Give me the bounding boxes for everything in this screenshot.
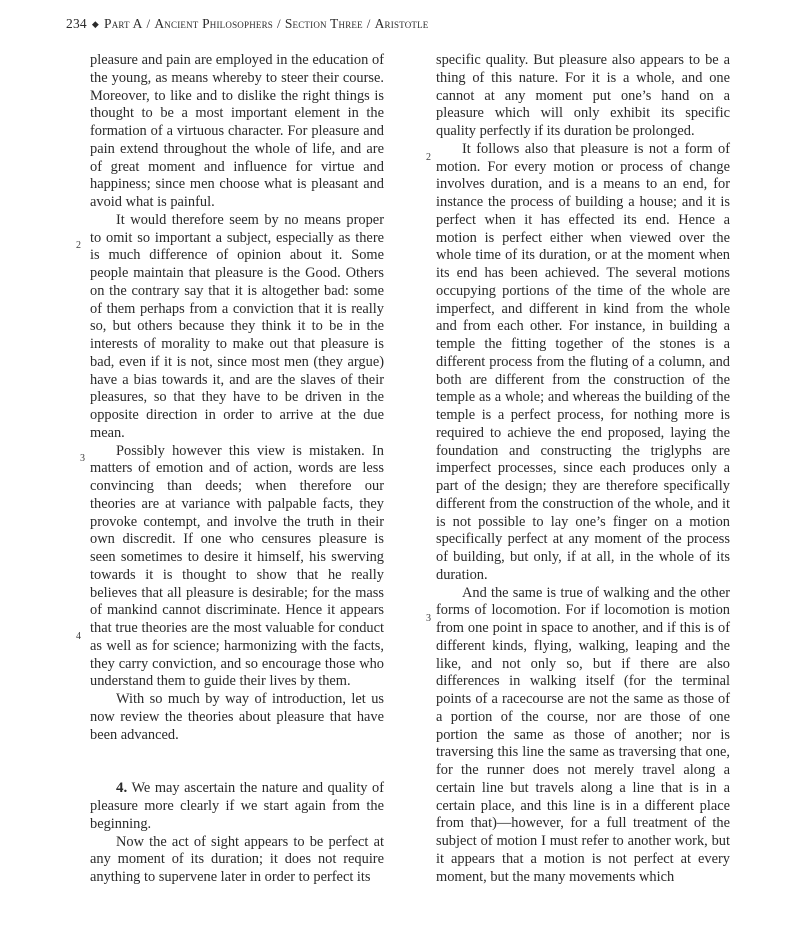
paragraph: Now the act of sight appears to be perfect at any moment of its duration; it does not require anything to supervene later in order to perfect its (90, 833, 384, 885)
page-number: 234 (66, 16, 87, 31)
header-section: Section Three (284, 16, 363, 31)
margin-marker: 2 (76, 240, 81, 251)
diamond-ornament-icon: ◆ (91, 19, 99, 29)
paragraph: And the same is true of walking and the other forms of locomotion. For if locomotion is motion from one point in space to another, and if this is of different kinds, flying, walking, leaping and the like, and not only so, but if there are also differences in walking itself (for the terminal points of a racecourse are not the same as those of a portion of the course, nor are those of one portion the same as those of another; nor is traversing this line the same as traversing that one, for the runner does not merely travel along a certain line but travels along a line that is in a certain place, and this line is in a different place from that)—however, for a full treatment of the subject of motion I must refer to another work, but it appears that a motion is not perfect at every moment, but the many movements which (436, 584, 730, 885)
header-author: Aristotle (374, 16, 429, 31)
header-part: Part A (103, 16, 143, 31)
running-header: 234 ◆ Part A / Ancient Philosophers / Section Three / Aristotle (66, 16, 429, 31)
margin-marker: 3 (80, 453, 85, 464)
margin-marker: 3 (426, 613, 431, 624)
margin-marker: 4 (76, 631, 81, 642)
margin-marker: 2 (426, 152, 431, 163)
header-title: Ancient Philosophers (154, 16, 273, 31)
paragraph: Possibly however this view is mistaken. In matters of emotion and of action, words are less convincing than deeds; when therefore our theories are at variance with palpable facts, they provoke contempt, and involve the truth in their own discredit. If one who censures pleasure is seen sometimes to desire it himself, his swerving towards it is thought to show that he really believes that all pleasure is desirable; for the mass of mankind cannot discriminate. Hence it appears that true theories are the most valuable for conduct as well as for science; harmonizing with the facts, they carry conviction, and so encourage those who understand them to guide their lives by them. (90, 442, 384, 690)
right-column (436, 52, 730, 886)
paragraph: With so much by way of introduction, let us now review the theories about pleasure that have been advanced. (90, 691, 384, 743)
paragraph: It would therefore seem by no means proper to omit so important a subject, especially as there is much difference of opinion about it. Some people maintain that pleasure is the Good. Others on the contrary say that it is altogether bad: some of them perhaps from a conviction that it is really so, but others because they think it to be in the interests of morality to make out that pleasure is bad, even if it is not, since most men (they argue) have a bias towards it, and are the slaves of their pleasures, so that they have to be driven in the opposite direction in order to arrive at the due mean. (90, 211, 384, 441)
paragraph: specific quality. But pleasure also appears to be a thing of this nature. For it is a whole, and one cannot at any moment put one’s hand on a pleasure which will only exhibit its specific quality perfectly if its duration be prolonged. (436, 52, 730, 139)
section-paragraph (90, 780, 384, 833)
paragraph: pleasure and pain are employed in the education of the young, as means whereby to steer their course. Moreover, to like and to dislike the right things is thought to be a most important element in the formation of a virtuous character. For pleasure and pain extend throughout the whole of life, and are of great moment and influence for virtue and happiness; since men choose what is pleasant and avoid what is painful. (90, 52, 384, 210)
paragraph: It follows also that pleasure is not a form of motion. For every motion or process of change involves duration, and is a means to an end, for instance the process of building a house; and it is perfect when it has effected its end. Hence a motion is perfect either when viewed over the whole time of its duration, or at the moment when its end has been achieved. The several motions occupying portions of the time of the whole are imperfect, and different in kind from the whole and from each other. For instance, in building a temple the fitting together of the stones is a different process from the fluting of a column, and both are different from the construction of the temple as a whole; and whereas the building of the temple is a perfect process, for nothing more is required to achieve the end proposed, laying the foundation and constructing the triglyphs are imperfect processes, since each produces only a part of the design; they are therefore specifically different from the construction of the whole, and it is not possible to lay one’s finger on a motion specifically perfect at any moment of the process of building, but only, if at all, in the whole of its duration. (436, 140, 730, 583)
section-number: 4. (116, 780, 128, 797)
paragraph-text: We may ascertain the nature and quality of pleasure more clearly if we start again from the beginning. (90, 780, 384, 832)
left-column (90, 52, 384, 887)
